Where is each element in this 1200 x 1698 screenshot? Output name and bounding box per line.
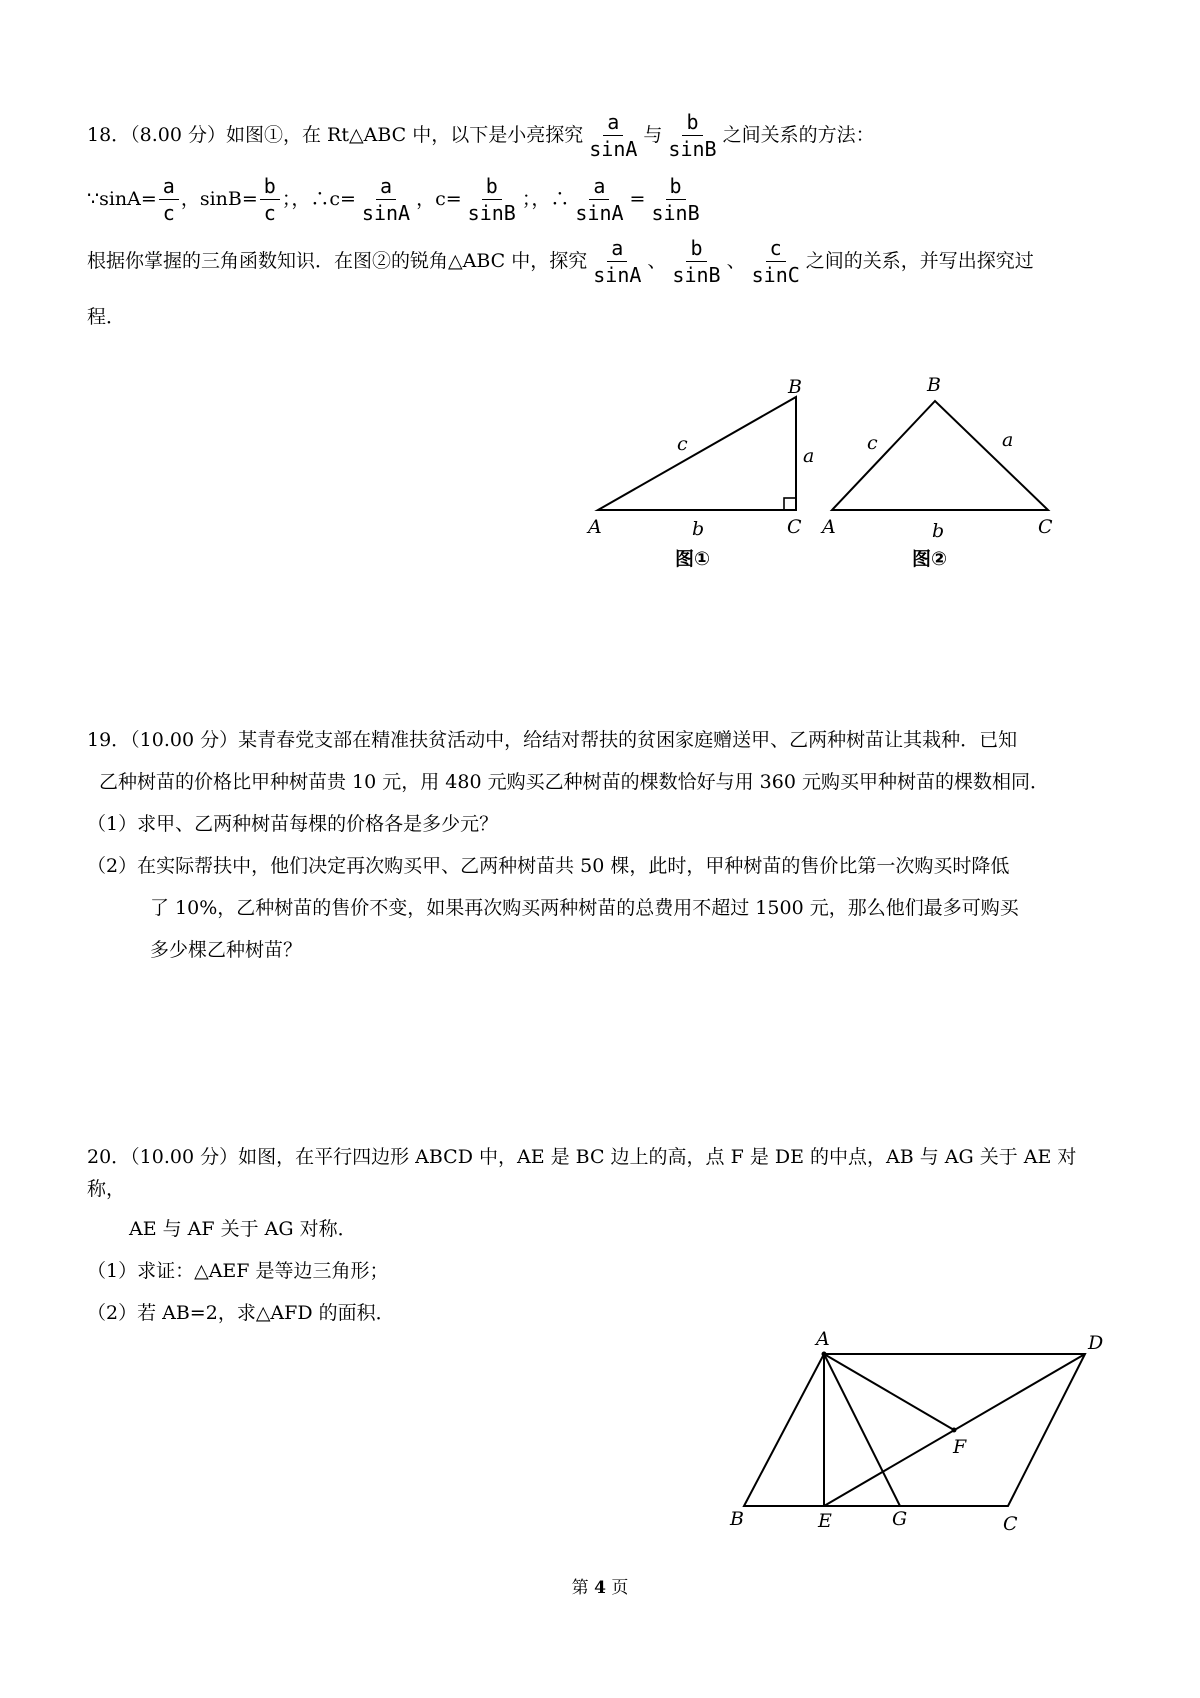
frac-a-over-sinA-3: $\frac{a}{\sin A}$ [575,174,624,225]
frac-a-over-sinA-4: $\frac{a}{\sin A}$ [593,236,642,287]
fig2-label-b: b [932,520,945,542]
page-footer: 第 4 页 [571,1578,629,1598]
fig3-label-B: B [730,1508,744,1530]
q18-figures [560,365,1080,575]
q20-line2: 称， [87,1178,126,1200]
fig1-label-b: b [692,518,705,540]
frac-b-over-sinB-3: $\frac{b}{\sin B}$ [651,174,700,225]
fig2-label-B: B [927,374,941,396]
frac-a-over-sinA: $\frac{a}{\sin A}$ [589,110,638,161]
fig3-label-C: C [1003,1513,1018,1535]
fig3-label-A: A [816,1328,830,1350]
q20-line1: 20．（10.00 分）如图，在平行四边形 ABCD 中，AE 是 BC 边上的高，点 F 是 DE 的中点，AB 与 AG 关于 AE 对 [87,1146,1077,1168]
fig1-caption: 图① [675,548,711,570]
fig1-label-a: a [803,445,815,467]
q18-line4: 程． [87,306,126,328]
frac-c-over-sinC: $\frac{c}{\sin C}$ [751,236,800,287]
frac-a-over-c: $\frac{a}{c}$ [159,176,179,224]
q19-line2: 乙种树苗的价格比甲种树苗贵 10 元，用 480 元购买乙种树苗的棵数恰好与用 360 元购买甲种树苗的棵数相同． [99,771,1049,793]
frac-b-over-sinB-4: $\frac{b}{\sin B}$ [672,236,721,287]
q19-line1: 19．（10.00 分）某青春党支部在精准扶贫活动中，给结对帮扶的贫困家庭赠送甲、乙两种树苗让其栽种．已知 [87,729,1018,751]
q20-parallelogram-figure [720,1325,1140,1545]
fig1-label-A: A [588,516,602,538]
q19-line3: （1）求甲、乙两种树苗每棵的价格各是多少元？ [87,813,499,835]
fig2-label-c: c [867,432,878,454]
page-number: 4 [594,1578,606,1598]
q20-line5: （2）若 AB=2，求△AFD 的面积． [87,1302,395,1324]
frac-a-over-sinA-2: $\frac{a}{\sin A}$ [361,174,411,225]
frac-b-over-sinB-2: $\frac{b}{\sin B}$ [467,174,516,225]
fig3-label-G: G [892,1508,908,1530]
q18-line2: ∵sinA= $\frac{a}{c}$ ，sinB= $\frac{b}{c}$ ；，∴c= $\frac{a}{\sin A}$ ，c= $\frac{b}{\sin B}$ ；，∴ $\frac{a}{\sin A}$ = $\frac{b}{\sin B}$ [87,176,706,224]
figure-1-right-triangle [586,376,814,570]
fig2-caption: 图② [912,548,948,570]
fig1-label-c: c [677,433,688,455]
q19-line5: 了 10%，乙种树苗的售价不变，如果再次购买两种树苗的总费用不超过 1500 元，那么他们最多可购买 [150,897,1019,919]
fig3-label-D: D [1088,1332,1104,1354]
fig2-label-C: C [1038,516,1053,538]
fig1-label-B: B [788,376,802,398]
fig1-label-C: C [787,516,802,538]
fig2-label-A: A [822,516,836,538]
fig3-label-F: F [953,1436,967,1458]
q18-line3: 根据你掌握的三角函数知识．在图②的锐角△ABC 中，探究 $\frac{a}{\sin A}$ 、 $\frac{b}{\sin B}$ 、 $\frac{c}{\sin C}$ 之间的关系，并写出探究过 [87,236,1034,287]
fig3-label-E: E [818,1510,832,1532]
q19-line4: （2）在实际帮扶中，他们决定再次购买甲、乙两种树苗共 50 棵，此时，甲种树苗的售价比第一次购买时降低 [87,855,1010,877]
frac-b-over-sinB: $\frac{b}{\sin B}$ [668,110,717,161]
figure-2-acute-triangle [820,374,1053,570]
q19-line6: 多少棵乙种树苗？ [150,939,303,961]
frac-b-over-c: $\frac{b}{c}$ [260,176,280,224]
fig2-label-a: a [1002,429,1014,451]
q20-line3: AE 与 AF 关于 AG 对称． [129,1218,357,1240]
q20-line4: （1）求证：△AEF 是等边三角形； [87,1260,389,1282]
q18-line1: 18．（8.00 分）如图①，在 Rt△ABC 中，以下是小亮探究 $\frac{a}{\sin A}$ 与 $\frac{b}{\sin B}$ 之间关系的方法： [87,110,875,161]
